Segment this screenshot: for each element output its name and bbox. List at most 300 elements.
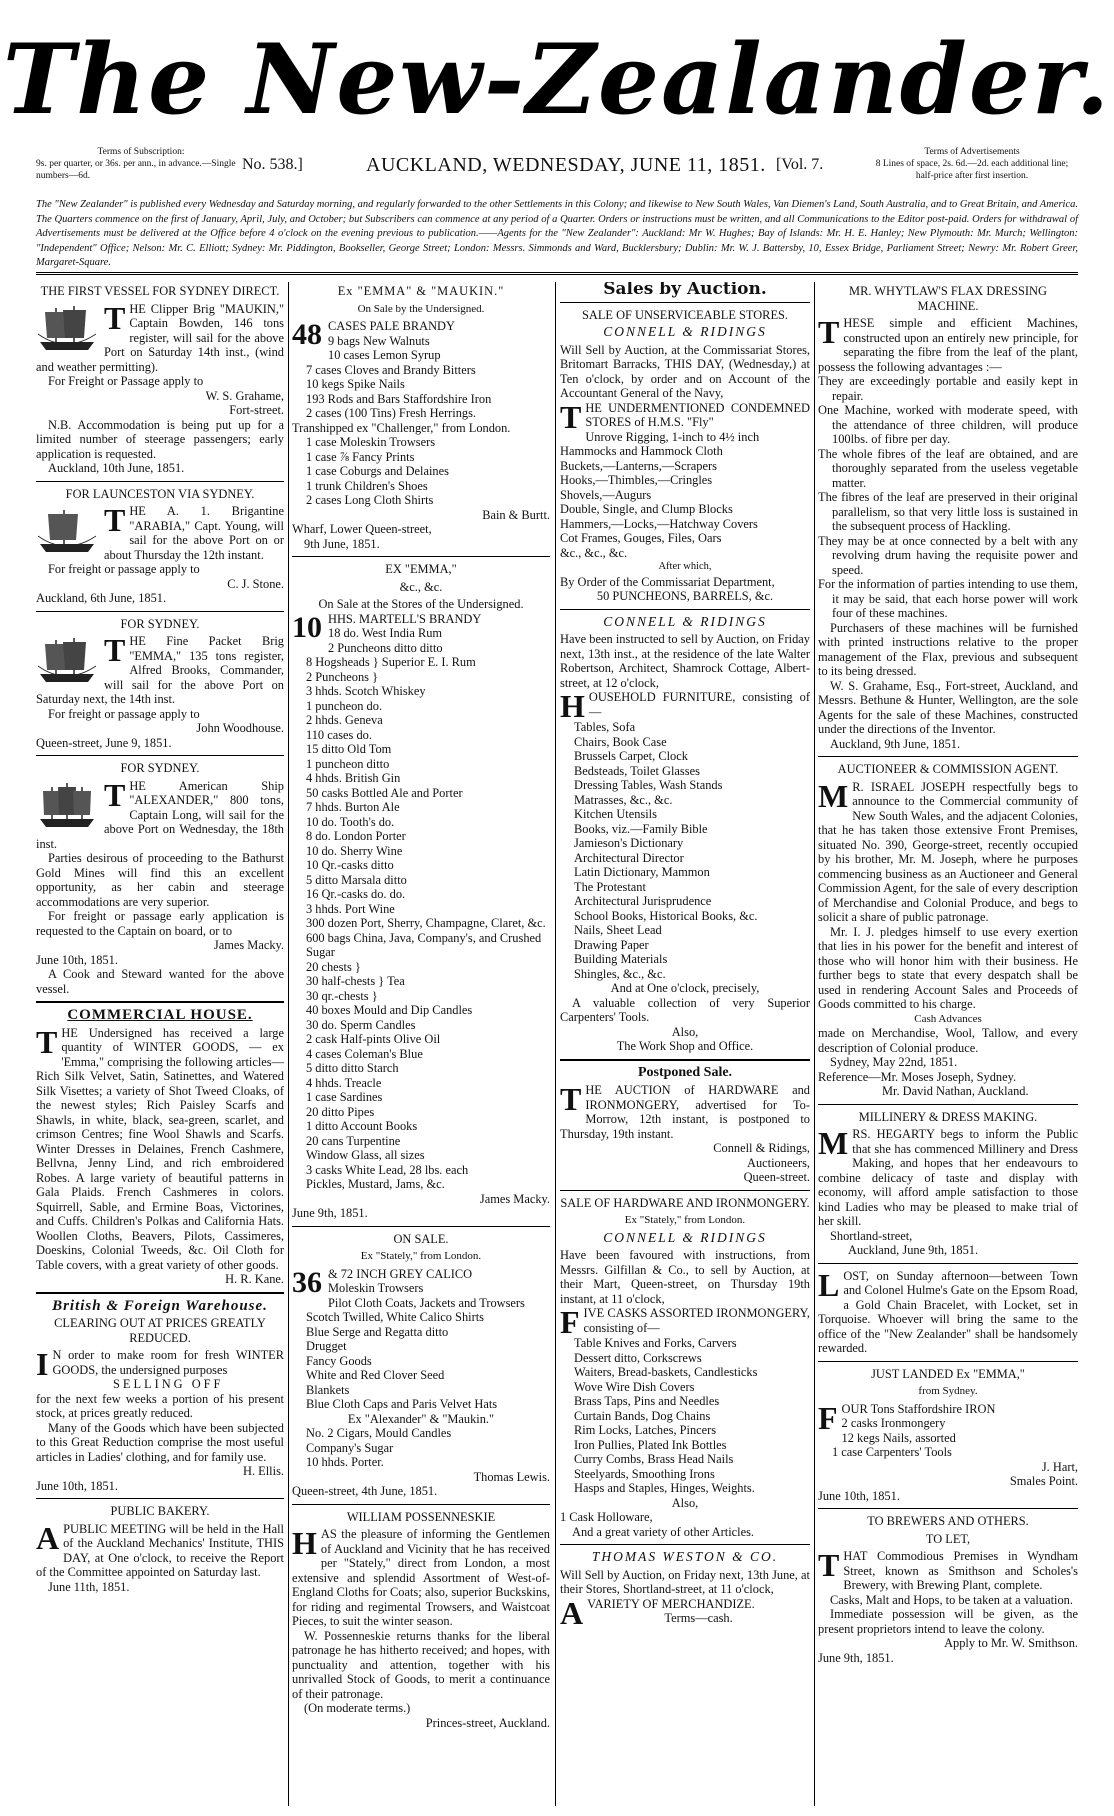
list-item: 2 cases Long Cloth Shirts xyxy=(306,493,434,507)
list-item: Architectural Jurisprudence xyxy=(574,894,712,908)
drop-number: 36 xyxy=(292,1265,322,1299)
ad-text: A Cook and Steward wanted for the above vessel. xyxy=(36,967,284,996)
ad-postponed-sale xyxy=(560,1066,810,1185)
ad-body: HE UNDERMENTIONED CONDEMNED STORES of H.M.S. "Fly" xyxy=(585,400,810,429)
ad-body: N order to make room for fresh WINTER GOODS, the undersigned purposes xyxy=(52,1348,284,1377)
ad-text: For freight or passage early application is requested to the Captain on board, or to xyxy=(36,909,284,938)
drop-cap: M xyxy=(818,1125,849,1161)
list-item: 5 ditto ditto Starch xyxy=(306,1061,399,1075)
list-item: Double, Single, and Clump Blocks xyxy=(560,502,733,516)
list-item: 4 cases Coleman's Blue xyxy=(306,1046,423,1061)
list-item: Building Materials xyxy=(574,952,668,966)
list-item: 3 hhds. Port Wine xyxy=(306,901,395,916)
list-item: Books, viz.—Family Bible xyxy=(574,821,708,836)
list-item: No. 2 Cigars, Mould Candles xyxy=(306,1426,452,1440)
list-item: 10 hhds. Porter. xyxy=(306,1455,384,1469)
ad-commission-agent xyxy=(818,762,1078,1099)
ad-date: Queen-street, 4th June, 1851. xyxy=(292,1484,438,1498)
ad-address: Smales Point. xyxy=(1009,1474,1078,1488)
drop-cap: A xyxy=(36,1519,60,1556)
ad-text: Immediate possession will be given, as the present proprietors intend to leave the colony. xyxy=(818,1607,1078,1636)
drop-cap: M xyxy=(818,777,849,814)
drop-cap: T xyxy=(104,299,126,336)
ad-signature: Thomas Lewis. xyxy=(473,1469,550,1484)
ad-address: Fort-street. xyxy=(229,403,284,417)
drop-cap: T xyxy=(104,632,126,668)
list-item: 1 trunk Children's Shoes xyxy=(306,478,428,493)
list-item: 4 hhds. Treacle xyxy=(306,1075,382,1090)
ad-first-item: OUR Tons Staffordshire IRON xyxy=(841,1401,996,1416)
list-item: 600 bags China, Java, Company's, and Crushed Sugar xyxy=(306,930,542,959)
list-item: Dessert ditto, Corkscrews xyxy=(574,1350,702,1365)
ship-icon xyxy=(36,506,98,556)
ad-body: HE AUCTION of HARDWARE and IRONMONGERY, advertised for To-Morrow, 12th instant, is postponed to Thursday, 19th instant. xyxy=(560,1083,810,1141)
column-divider xyxy=(288,282,289,1806)
list-item: Jamieson's Dictionary xyxy=(574,836,684,850)
ad-heading: WILLIAM POSSENNESKIE xyxy=(346,1509,496,1524)
list-item: 8 do. London Porter xyxy=(306,829,406,843)
auctioneer-name: CONNELL & RIDINGS xyxy=(603,324,767,339)
list-item: Iron Pullies, Plated Ink Bottles xyxy=(574,1437,727,1452)
ad-signature: John Woodhouse. xyxy=(196,721,284,735)
ad-date: June 11th, 1851. xyxy=(48,1579,130,1594)
ad-text: Many of the Goods which have been subjected to this Great Reduction comprise the most useful articles in Ladies' clothing, and for family use. xyxy=(36,1420,284,1464)
list-item: 2 cask Half-pints Olive Oil xyxy=(306,1032,441,1046)
ad-heading: FOR LAUNCESTON VIA SYDNEY. xyxy=(65,486,255,501)
ad-date: June 9th, 1851. xyxy=(292,1206,368,1220)
column-1 xyxy=(36,282,284,1808)
ad-body: HAT Commodious Premises in Wyndham Street, known as Smithson and Scholes's Brewery, with Brewing Plant, complete. xyxy=(843,1549,1078,1592)
ad-ex-emma xyxy=(292,562,550,1221)
ad-hardware-ironmongery xyxy=(560,1196,810,1540)
list-item: 1 case Moleskin Trowsers xyxy=(306,435,436,449)
ad-body: HE A. 1. Brigantine "ARABIA," Capt. Young, will sail for the above Port on or about Thursday the 12th instant. xyxy=(104,504,284,562)
ad-signature: J. Hart, xyxy=(1041,1459,1078,1474)
drop-cap: T xyxy=(818,1547,840,1583)
ad-date: Queen-street, June 9, 1851. xyxy=(36,735,172,750)
ad-subheading: from Sydney. xyxy=(918,1385,978,1397)
drop-cap: T xyxy=(818,314,840,350)
ad-heading: FOR SYDNEY. xyxy=(120,761,200,775)
list-item: 10 Qr.-casks ditto xyxy=(306,858,394,872)
ad-text: Also, xyxy=(671,1495,699,1510)
ad-text: A valuable collection of very Superior Carpenters' Tools. xyxy=(560,995,810,1024)
item-list xyxy=(292,1426,550,1470)
advertisement-terms-text: 8 Lines of space, 2s. 6d.—2d. each additional line; half-price after first insertion. xyxy=(875,159,1069,181)
ad-signature: James Macky. xyxy=(479,1191,550,1206)
ad-first-item: CASES PALE BRANDY xyxy=(328,319,455,333)
ad-signature: Connell & Ridings, xyxy=(713,1141,810,1155)
ad-emma-maukin xyxy=(292,284,550,551)
advertisement-terms-title: Terms of Advertisements xyxy=(924,147,1020,157)
list-item: Curtain Bands, Dog Chains xyxy=(574,1408,711,1423)
list-item: Rim Locks, Latches, Pincers xyxy=(574,1423,717,1437)
ad-heading: EX "EMMA," xyxy=(385,562,457,576)
ad-subheading: &c., &c. xyxy=(399,579,443,594)
list-item: 10 do. Sherry Wine xyxy=(306,843,403,858)
drop-cap: F xyxy=(560,1304,580,1340)
list-item: Company's Sugar xyxy=(306,1440,394,1455)
ad-signature: C. J. Stone. xyxy=(227,576,284,591)
list-item: Waiters, Bread-baskets, Candlesticks xyxy=(574,1365,758,1379)
masthead-title: The New-Zealander. xyxy=(2,23,1112,136)
column-3 xyxy=(560,282,810,1808)
ad-text: Also, xyxy=(671,1024,699,1039)
list-item: Brussels Carpet, Clock xyxy=(574,749,688,763)
ad-body: PUBLIC MEETING will be held in the Hall of the Auckland Mechanics' Institute, THIS DAY, at One o'clock, to receive the Report of the Committee appointed on Saturday last. xyxy=(36,1521,284,1579)
section-heading: Sales by Auction. xyxy=(603,282,767,299)
list-item: Shovels,—Augurs xyxy=(560,487,652,502)
ad-body: VARIETY OF MERCHANDIZE. xyxy=(587,1596,755,1611)
ad-body: Will Sell by Auction, on Friday next, 13th June, at their Stores, Shortland-street, at 11 o'clock, xyxy=(560,1567,810,1596)
list-item: 10 cases Lemon Syrup xyxy=(328,348,441,362)
item-list xyxy=(292,626,550,1192)
list-item: Bedsteads, Toilet Glasses xyxy=(574,763,700,778)
ad-text: For freight or passage apply to xyxy=(48,706,200,721)
ad-subheading: Ex "Stately," from London. xyxy=(360,1250,482,1262)
list-item: 1 case Carpenters' Tools xyxy=(832,1445,952,1459)
drop-cap: T xyxy=(104,776,126,813)
drop-cap: L xyxy=(818,1266,840,1303)
ad-body: HE Fine Packet Brig "EMMA," 135 tons register, Alfred Brooks, Commander, will sail for the above Port on Saturday next, the 14th inst. xyxy=(36,634,284,706)
ad-signature: Bain & Burtt. xyxy=(482,507,550,522)
list-item: Wove Wire Dish Covers xyxy=(574,1379,695,1394)
list-item: Blue Cloth Caps and Paris Velvet Hats xyxy=(306,1397,498,1411)
ad-address: Princes-street, Auckland. xyxy=(425,1715,550,1730)
list-item: Drawing Paper xyxy=(574,937,649,952)
list-item: Window Glass, all sizes xyxy=(306,1148,425,1162)
list-item: White and Red Clover Seed xyxy=(306,1368,445,1382)
ad-flax-machine xyxy=(818,284,1078,751)
drop-cap: T xyxy=(560,1081,582,1117)
list-item: Blue Serge and Regatta ditto xyxy=(306,1324,449,1339)
ad-text: For Freight or Passage apply to xyxy=(48,374,204,388)
list-item: One Machine, worked with moderate speed, with the attendance of three children, will produce 100lbs. of fibre per day. xyxy=(818,403,1078,446)
list-item: 10 do. Tooth's do. xyxy=(306,814,395,829)
ad-arabia xyxy=(36,487,284,606)
list-item: School Books, Historical Books, &c. xyxy=(574,908,758,923)
ad-signature: H. Ellis. xyxy=(243,1464,284,1478)
list-item: Blankets xyxy=(306,1382,350,1397)
ship-icon xyxy=(36,304,98,354)
ad-signature: Auctioneers, xyxy=(747,1155,810,1170)
ad-text: By Order of the Commissariat Department, xyxy=(560,574,775,589)
list-item: 30 qr.-chests } xyxy=(306,988,378,1003)
ad-body: AS the pleasure of informing the Gentlemen of Auckland and Vicinity that he has received per "Stately," direct from London, a most extensive and splendid Assortment of West-of-England Cloths for Coats; also, superior Buckskins, for riding and regimental Trowsers, and Waistcoat Pieces, to suit the winter season. xyxy=(292,1527,550,1628)
ad-heading: AUCTIONEER & COMMISSION AGENT. xyxy=(837,762,1059,776)
list-item: 1 puncheon do. xyxy=(306,698,383,713)
ad-date: Auckland, June 9th, 1851. xyxy=(848,1243,979,1257)
ad-heading: THE FIRST VESSEL FOR SYDNEY DIRECT. xyxy=(40,284,280,298)
item-list xyxy=(292,1281,550,1412)
drop-number: 48 xyxy=(292,318,322,351)
ad-household-furniture xyxy=(560,615,810,1054)
list-item: Pickles, Mustard, Jams, &c. xyxy=(306,1177,445,1191)
list-item: 5 ditto Marsala ditto xyxy=(306,872,407,887)
list-item: Moleskin Trowsers xyxy=(328,1281,424,1295)
list-item: Tables, Sofa xyxy=(574,720,636,734)
ad-text: On Sale at the Stores of the Undersigned. xyxy=(318,597,524,611)
ad-text: 50 PUNCHEONS, BARRELS, &c. xyxy=(596,589,774,603)
ad-heading: Postponed Sale. xyxy=(637,1064,733,1080)
ad-heading: TO BREWERS AND OTHERS. xyxy=(867,1514,1029,1528)
list-item: 20 cans Turpentine xyxy=(306,1133,401,1148)
ad-date: Sydney, May 22nd, 1851. xyxy=(830,1055,958,1069)
ad-emma xyxy=(36,617,284,751)
ad-on-sale xyxy=(292,1232,550,1499)
ad-just-landed xyxy=(818,1367,1078,1504)
drop-cap: T xyxy=(104,502,126,538)
list-item: The whole fibres of the leaf are obtained, and are thoroughly separated from the useless vegetable matter. xyxy=(818,446,1078,490)
ad-subheading: TO LET, xyxy=(925,1531,971,1546)
ad-body: HESE simple and efficient Machines, constructed upon an entirely new principle, for separating the fibre from the leaf of the plant, possess the following advantages :— xyxy=(818,316,1078,374)
drop-number: 10 xyxy=(292,610,322,644)
list-item: Drugget xyxy=(306,1339,347,1353)
ad-heading: British & Foreign Warehouse. xyxy=(52,1297,268,1314)
item-list xyxy=(818,374,1078,621)
ad-subheading: On Sale by the Undersigned. xyxy=(357,302,485,315)
ad-subheading: Ex "Stately," from London. xyxy=(624,1214,746,1226)
ad-date: June 10th, 1851. xyxy=(36,1478,118,1493)
ad-text: Mr. David Nathan, Auckland. xyxy=(882,1084,1029,1098)
ad-text: Parties desirous of proceeding to the Bathurst Gold Mines will find this an excellent opportunity, as her cabin and steerage accommodations are very superior. xyxy=(36,851,284,909)
ad-text: For freight or passage apply to xyxy=(48,562,200,576)
ad-heading: ON SALE. xyxy=(393,1231,449,1246)
auctioneer-name: THOMAS WESTON & CO. xyxy=(591,1549,779,1564)
list-item: 8 Hogsheads } Superior E. I. Rum xyxy=(306,655,476,669)
header-rule xyxy=(36,272,1078,275)
ad-subheading: Cash Advances xyxy=(914,1012,982,1025)
list-item: Chairs, Book Case xyxy=(574,734,667,749)
list-item: Brass Taps, Pins and Needles xyxy=(574,1394,720,1408)
ad-body: R. ISRAEL JOSEPH respectfully begs to announce to the Commercial community of New South Wales, and the adjacent Colonies, that he has taken those extensive Front Premises, situated No. 390, George-street, recently occupied by his brother, Mr. M. Joseph, where he purposes commencing business as an Auctioneer and General Commission Agent, for the sale of every description of Merchandise and Colonial Produce, and begs to solicit a share of public patronage. xyxy=(818,779,1078,924)
list-item: 1 case ⅞ Fancy Prints xyxy=(306,449,415,464)
auctioneer-name: CONNELL & RIDINGS xyxy=(603,1229,767,1245)
ad-body: Will Sell by Auction, at the Commissariat Stores, Britomart Barracks, THIS DAY, (Wednesday,) at Ten o'clock, by order and on Account of the Accountant General of the Navy, xyxy=(560,342,810,400)
list-item: 2 Puncheons ditto ditto xyxy=(328,640,443,655)
list-item: 300 dozen Port, Sherry, Champagne, Claret, &c. xyxy=(306,916,546,930)
ad-public-bakery xyxy=(36,1504,284,1594)
list-item: Matrasses, &c., &c. xyxy=(574,792,673,807)
item-list xyxy=(292,334,550,421)
list-item: They are exceedingly portable and easily kept in repair. xyxy=(818,374,1078,403)
ad-alexander xyxy=(36,761,284,996)
ad-date: Auckland, 6th June, 1851. xyxy=(36,591,167,605)
ad-text: Mr. I. J. pledges himself to use every exertion that lies in his power for the benefit and interest of those who will honor him with their business. He further begs to state that every despatch shall be used in rendering Account Sales and Proceeds of Goods committed to his charge. xyxy=(818,924,1078,1011)
drop-cap: H xyxy=(292,1525,317,1561)
ad-heading: SALE OF UNSERVICEABLE STORES. xyxy=(582,307,788,322)
item-list xyxy=(292,435,550,508)
ad-heading: FOR SYDNEY. xyxy=(120,616,200,631)
column-2 xyxy=(292,282,550,1808)
ad-text: The Work Shop and Office. xyxy=(616,1039,754,1053)
ad-first-item: HHS. MARTELL'S BRANDY xyxy=(328,611,482,626)
ad-body: Have been instructed to sell by Auction, on Friday next, 13th inst., at the residence of the late Walter Robertson, Architect, Shamrock Cottage, Albert-street, at 12 o'clock, xyxy=(560,632,810,690)
ad-date: Auckland, 10th June, 1851. xyxy=(48,461,185,475)
ad-date: 9th June, 1851. xyxy=(304,536,380,551)
ad-body: OST, on Sunday afternoon—between Town and Colonel Hulme's Gate on the Epsom Road, a Gold Chain Bracelet, with Locket, set in Torquoise. Whoever will bring the same to the office of the "New Zealander" shall be handsomely rewarded. xyxy=(818,1268,1078,1355)
list-item: Shingles, &c., &c. xyxy=(574,966,666,981)
header-bar xyxy=(36,146,1078,186)
ad-signature: H. R. Kane. xyxy=(225,1272,284,1286)
ad-heading: JUST LANDED Ex "EMMA," xyxy=(871,1366,1025,1381)
list-item: Unrove Rigging, 1-inch to 4½ inch xyxy=(585,429,760,444)
column-divider xyxy=(814,282,815,1806)
ad-heading: Ex "EMMA" & "MAUKIN." xyxy=(337,284,505,298)
list-item: 2 Puncheons } xyxy=(306,669,379,684)
ad-text: And a great variety of other Articles. xyxy=(572,1524,755,1539)
list-item: 16 Qr.-casks do. do. xyxy=(306,887,406,901)
ad-text: After which, xyxy=(658,561,712,572)
list-item: 4 hhds. British Gin xyxy=(306,771,401,785)
auctioneer-name: CONNELL & RIDINGS xyxy=(603,613,767,629)
ad-heading: COMMERCIAL HOUSE. xyxy=(67,1007,253,1023)
list-item: Kitchen Utensils xyxy=(574,807,657,821)
ad-body: HE Clipper Brig "MAUKIN," Captain Bowden, 146 tons register, will sail for the above Port on Saturday 14th inst., (wind and weather permitting). xyxy=(36,301,284,374)
ad-text: Transhipped ex "Challenger," from London. xyxy=(292,420,511,435)
list-item: Table Knives and Forks, Carvers xyxy=(574,1336,737,1350)
list-item: 2 casks Ironmongery xyxy=(841,1416,946,1430)
dateline: AUCKLAND, WEDNESDAY, JUNE 11, 1851. xyxy=(366,154,766,176)
drop-cap: H xyxy=(560,688,585,724)
list-item: 2 hhds. Geneva xyxy=(306,713,383,727)
list-item: 1 case Coburgs and Delaines xyxy=(306,464,449,478)
advertisement-terms xyxy=(866,146,1078,182)
subscription-terms xyxy=(36,146,246,182)
list-item: 20 ditto Pipes xyxy=(306,1104,375,1119)
drop-cap: T xyxy=(560,398,582,435)
ad-body: RS. HEGARTY begs to inform the Public that she has commenced Millinery and Dress Making, and hopes that her endeavours to combine delicacy of taste and display with economy, will afford ample satisfaction to those kind Ladies who may be pleased to make trial of her skill. xyxy=(818,1127,1078,1228)
ad-text: Terms—cash. xyxy=(664,1611,733,1625)
ad-date: June 10th, 1851. xyxy=(36,952,118,967)
ad-address: Queen-street. xyxy=(743,1170,810,1184)
list-item: 193 Rods and Bars Staffordshire Iron xyxy=(306,391,492,406)
list-item: Architectural Director xyxy=(574,850,684,865)
item-list xyxy=(560,430,810,561)
ad-heading: MILLINERY & DRESS MAKING. xyxy=(858,1109,1038,1124)
ad-subheading: Ex "Alexander" & "Maukin." xyxy=(347,1411,495,1426)
ad-to-brewers xyxy=(818,1514,1078,1665)
ship-icon xyxy=(36,781,98,831)
subscription-text: 9s. per quarter, or 36s. per ann., in advance.—Single numbers—6d. xyxy=(36,159,236,181)
ad-text: (On moderate terms.) xyxy=(304,1701,411,1715)
column-divider xyxy=(555,282,556,1806)
list-item: 40 boxes Mould and Dip Candles xyxy=(306,1003,473,1017)
list-item: Fancy Goods xyxy=(306,1353,372,1368)
ad-text: W. Possenneskie returns thanks for the liberal patronage he has hitherto received; and hopes, with punctuality and attention, together with his unrivalled Stock of Goods, to merit a continuance of their patronage. xyxy=(292,1628,550,1701)
list-item: 50 casks Bottled Ale and Porter xyxy=(306,785,463,800)
ad-lost-bracelet xyxy=(818,1266,1078,1356)
publication-notice: The "New Zealander" is published every Wednesday and Saturday morning, and regularly forwarded to the other Settlements in this Colony; and likewise to New South Wales, Van Diemen's Land, South Australia, and to Great Britain, and America. The Quarters commence on the first of January, April, July, and October; but Subscribers can commence at any period of a Quarter. Orders or instructions must be written, and all Communications to the Editor post-paid. Orders for withdrawal of Advertisements must be delivered at the Office before 4 o'clock on the evening previous to publication.——Agents for the "New Zealander": Auckland: Mr W. Hughes; Bay of Islands: Mr. H. E. Hanley; New Plymouth: Mr. Murch; Wellington: "Independent" Office; Nelson: Mr. C. Elliott; Sydney: Mr. Piddington, Bookseller, George Street; London: Messrs. Simmonds and Ward, Bucklersbury; Dublin: Mr. W. J. Battersby, 10, Essex Bridge, Parliament Street; Newry: Mr. Robert Greer, Margaret-Square. xyxy=(36,199,1078,268)
ad-signature: James Macky. xyxy=(213,938,284,952)
ad-address: Shortland-street, xyxy=(830,1228,913,1243)
ad-unserviceable-stores xyxy=(560,308,810,604)
issue-number: No. 538.] xyxy=(242,156,303,173)
list-item: Curry Combs, Brass Head Nails xyxy=(574,1452,734,1466)
ad-body: OUSEHOLD FURNITURE, consisting of— xyxy=(588,690,810,719)
list-item: Hasps and Staples, Hinges, Weights. xyxy=(574,1481,755,1495)
list-item: 3 hhds. Scotch Whiskey xyxy=(306,684,426,698)
ad-possenneskie xyxy=(292,1510,550,1731)
list-item: 1 ditto Account Books xyxy=(306,1119,418,1133)
ad-british-foreign-warehouse xyxy=(36,1299,284,1494)
ad-text: SELLING OFF xyxy=(113,1377,224,1391)
ad-date: June 9th, 1851. xyxy=(818,1650,894,1665)
ship-icon xyxy=(36,636,98,686)
drop-cap: F xyxy=(818,1399,838,1436)
item-list xyxy=(560,1336,810,1496)
ad-heading: MR. WHYTLAW'S FLAX DRESSING MACHINE. xyxy=(849,284,1047,313)
list-item: 110 cases do. xyxy=(306,727,372,742)
ad-text: made on Merchandise, Wool, Tallow, and every description of Colonial produce. xyxy=(818,1026,1078,1055)
list-item: The Protestant xyxy=(574,879,646,894)
list-item: 12 kegs Nails, assorted xyxy=(841,1430,956,1445)
ad-weston-merchandize xyxy=(560,1549,810,1631)
ad-text: And at One o'clock, precisely, xyxy=(610,981,760,995)
ad-subheading: CLEARING OUT AT PRICES GREATLY REDUCED. xyxy=(54,1316,266,1345)
list-item: Hammocks and Hammock Cloth xyxy=(560,444,723,458)
list-item: 15 ditto Old Tom xyxy=(306,742,392,756)
ad-text: for the next few weeks a portion of his present stock, at prices greatly reduced. xyxy=(36,1391,284,1420)
list-item: Steelyards, Smoothing Irons xyxy=(574,1466,715,1481)
list-item: Hammers,—Locks,—Hatchway Covers xyxy=(560,516,758,531)
ad-body: Have been favoured with instructions, from Messrs. Gilfillan & Co., to sell by Auction, at their Mart, Queen-street, on Thursday 19th instant, at 11 o'clock, xyxy=(560,1248,810,1306)
list-item: Pilot Cloth Coats, Jackets and Trowsers xyxy=(328,1295,525,1310)
list-item: Nails, Sheet Lead xyxy=(574,923,662,937)
ad-millinery xyxy=(818,1110,1078,1258)
list-item: Latin Dictionary, Mammon xyxy=(574,865,710,879)
subscription-title: Terms of Subscription: xyxy=(97,147,185,157)
list-item: For the information of parties intending to use them, it may be said, that each horse power will work four of these machines. xyxy=(818,577,1078,620)
drop-cap: I xyxy=(36,1346,49,1382)
drop-cap: T xyxy=(36,1023,58,1060)
ad-text: Reference—Mr. Moses Joseph, Sydney. xyxy=(818,1069,1017,1084)
ad-date: June 10th, 1851. xyxy=(818,1488,900,1503)
list-item: Dressing Tables, Wash Stands xyxy=(574,778,723,792)
ad-body: HE Undersigned has received a large quantity of WINTER GOODS, — ex 'Emma," comprising the following articles— Rich Silk Velvet, Satin, Satinettes, and Watered Silk Visettes; a variety of Shot Tweed Cloaks, of the newest styles; Rich Paisley Scarfs and Shawls, in white, black, sea-green, scarlet, and crimson Centres; fine Wool Shawls and Scarfs. Winter Dresses in Delaines, French Cashmere, Bellvna, Jenny Lind, and rich embroidered Robes. A large variety of beautiful patterns in Gala Plaids. French Cashmeres in colors. Squirrell, Sable, and Ermine Boas, Victorines, and Cuffs. Children's Polkas and California Hats. Woollen Cloths, Beavers, Pilots, Cassimeres, Doeskins, Colonial Tweeds, &c. Oil Cloth for Table covers, with a great variety of other goods. xyxy=(36,1025,284,1272)
ad-signature: W. S. Grahame, xyxy=(205,388,284,403)
ad-text: W. S. Grahame, Esq., Fort-street, Auckland, and Messrs. Bethune & Hunter, Wellington, are the sole Agents for the sale of these Machines, constructed under the directions of the Inventor. xyxy=(818,678,1078,736)
ad-text: Purchasers of these machines will be furnished with printed instructions relative to the proper management of the Flax, previous and subsequent to its being dressed. xyxy=(818,620,1078,678)
ad-heading: PUBLIC BAKERY. xyxy=(110,1504,210,1518)
ad-date: Auckland, 9th June, 1851. xyxy=(830,736,961,751)
item-list xyxy=(818,1416,1078,1460)
list-item: 7 hhds. Burton Ale xyxy=(306,800,400,814)
list-item: Cot Frames, Gouges, Files, Oars xyxy=(560,531,722,545)
list-item: 30 do. Sperm Candles xyxy=(306,1017,416,1032)
list-item: 3 casks White Lead, 28 lbs. each xyxy=(306,1162,469,1177)
ad-maukin xyxy=(36,284,284,476)
volume-number: [Vol. 7. xyxy=(776,156,824,173)
item-list xyxy=(560,720,810,981)
list-item: The fibres of the leaf are preserved in their original parallelism, so that very little loss is sustained in the subsequent process of Hackling. xyxy=(818,490,1078,533)
list-item: Buckets,—Lanterns,—Scrapers xyxy=(560,458,717,473)
list-item: Scotch Twilled, White Calico Shirts xyxy=(306,1310,484,1324)
ad-note: N.B. Accommodation is being put up for a limited number of steerage passengers; early application is requested. xyxy=(36,417,284,461)
list-item: Hooks,—Thimbles,—Cringles xyxy=(560,473,713,487)
list-item: 1 case Sardines xyxy=(306,1090,383,1104)
column-4 xyxy=(818,282,1078,1808)
ad-text: Apply to Mr. W. Smithson. xyxy=(944,1636,1078,1650)
list-item: &c., &c., &c. xyxy=(560,545,628,560)
list-item: 9 bags New Walnuts xyxy=(328,333,430,348)
ad-address: Wharf, Lower Queen-street, xyxy=(292,522,432,536)
list-item: 30 half-chests } Tea xyxy=(306,974,405,988)
list-item: They may be at once connected by a belt with any revolving drum having the requisite power and speed. xyxy=(818,533,1078,577)
list-item: 7 cases Cloves and Brandy Bitters xyxy=(306,362,476,377)
list-item: 20 chests } xyxy=(306,959,361,974)
drop-cap: A xyxy=(560,1594,584,1631)
